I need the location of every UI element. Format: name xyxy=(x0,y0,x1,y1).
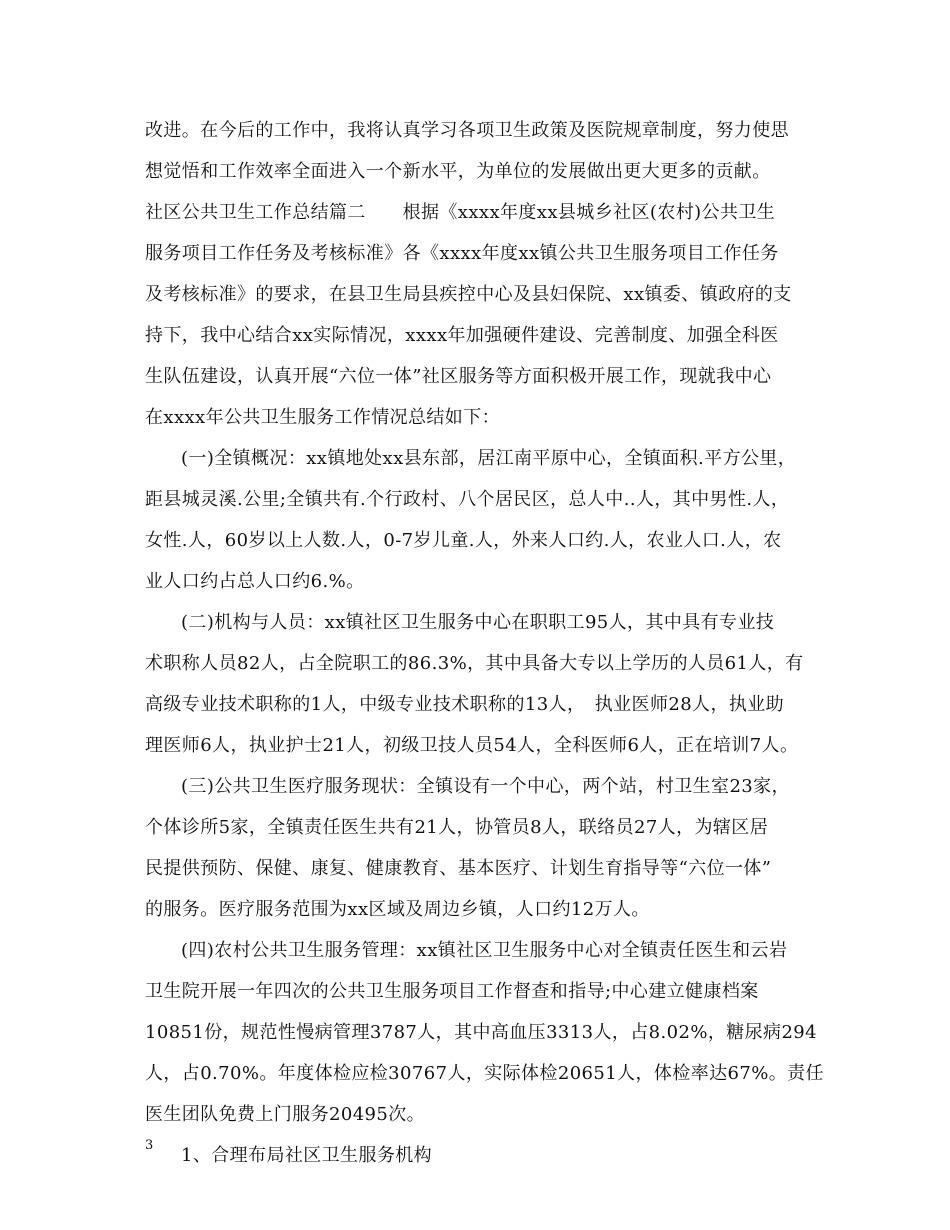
paragraph-line: 业人口约占总人口约6.%。 xyxy=(145,571,365,592)
paragraph-line: 卫生院开展一年四次的公共卫生服务项目工作督查和指导;中心建立健康档案 xyxy=(145,981,759,1002)
paragraph-line: 个体诊所5家，全镇责任医生共有21人，协管员8人，联络员27人，为辖区居 xyxy=(145,817,769,838)
paragraph-line: (二)机构与人员：xx镇社区卫生服务中心在职职工95人，其中具有专业技 xyxy=(181,612,775,633)
paragraph-line: (四)农村公共卫生服务管理：xx镇社区卫生服务中心对全镇责任医生和云岩 xyxy=(181,940,788,961)
paragraph-line: 人，占0.70%。年度体检应检30767人，实际体检20651人，体检率达67%。责任 xyxy=(145,1063,824,1084)
paragraph-line: 改进。在今后的工作中，我将认真学习各项卫生政策及医院规章制度，努力使思 xyxy=(145,120,789,141)
paragraph-line: 理医师6人，执业护士21人，初级卫技人员54人，全科医师6人，正在培训7人。 xyxy=(145,735,799,756)
paragraph-line: 生队伍建设，认真开展“六位一体”社区服务等方面积极开展工作，现就我中心 xyxy=(145,366,772,387)
document-body xyxy=(145,110,835,1176)
section-heading-line: 社区公共卫生工作总结篇二 根据《xxxx年度xx县城乡社区(农村)公共卫生 xyxy=(145,202,776,223)
list-item-line: 1、合理布局社区卫生服务机构 xyxy=(181,1145,433,1166)
paragraph-line: 服务项目工作任务及考核标准》各《xxxx年度xx镇公共卫生服务项目工作任务 xyxy=(145,243,779,264)
paragraph-line: 想觉悟和工作效率全面进入一个新水平，为单位的发展做出更大更多的贡献。 xyxy=(145,161,771,182)
paragraph-line: 术职称人员82人，占全院职工的86.3%，其中具备大专以上学历的人员61人，有 xyxy=(145,653,804,674)
paragraph-line: 10851份，规范性慢病管理3787人，其中高血压3313人，占8.02%，糖尿病294 xyxy=(145,1022,818,1043)
page-number: 3 xyxy=(145,1138,154,1153)
paragraph-line: (一)全镇概况：xx镇地处xx县东部，居江南平原中心，全镇面积.平方公里， xyxy=(181,448,797,469)
paragraph-line: 在xxxx年公共卫生服务工作情况总结如下： xyxy=(145,407,501,428)
paragraph-line: 女性.人，60岁以上人数.人，0-7岁儿童.人，外来人口约.人，农业人口.人，农 xyxy=(145,530,782,551)
paragraph-line: 民提供预防、保健、康复、健康教育、基本医疗、计划生育指导等“六位一体” xyxy=(145,858,772,879)
paragraph-line: 的服务。医疗服务范围为xx区域及周边乡镇，人口约12万人。 xyxy=(145,899,650,920)
paragraph-line: 及考核标准》的要求，在县卫生局县疾控中心及县妇保院、xx镇委、镇政府的支 xyxy=(145,284,792,305)
paragraph-line: 持下，我中心结合xx实际情况，xxxx年加强硬件建设、完善制度、加强全科医 xyxy=(145,325,779,346)
paragraph-line: 距县城灵溪.公里;全镇共有.个行政村、八个居民区，总人中..人，其中男性.人， xyxy=(145,489,790,510)
paragraph-line: 高级专业技术职称的1人，中级专业技术职称的13人， 执业医师28人，执业助 xyxy=(145,694,785,715)
paragraph-line: (三)公共卫生医疗服务现状：全镇设有一个中心，两个站，村卫生室23家， xyxy=(181,776,790,797)
paragraph-line: 医生团队免费上门服务20495次。 xyxy=(145,1104,426,1125)
